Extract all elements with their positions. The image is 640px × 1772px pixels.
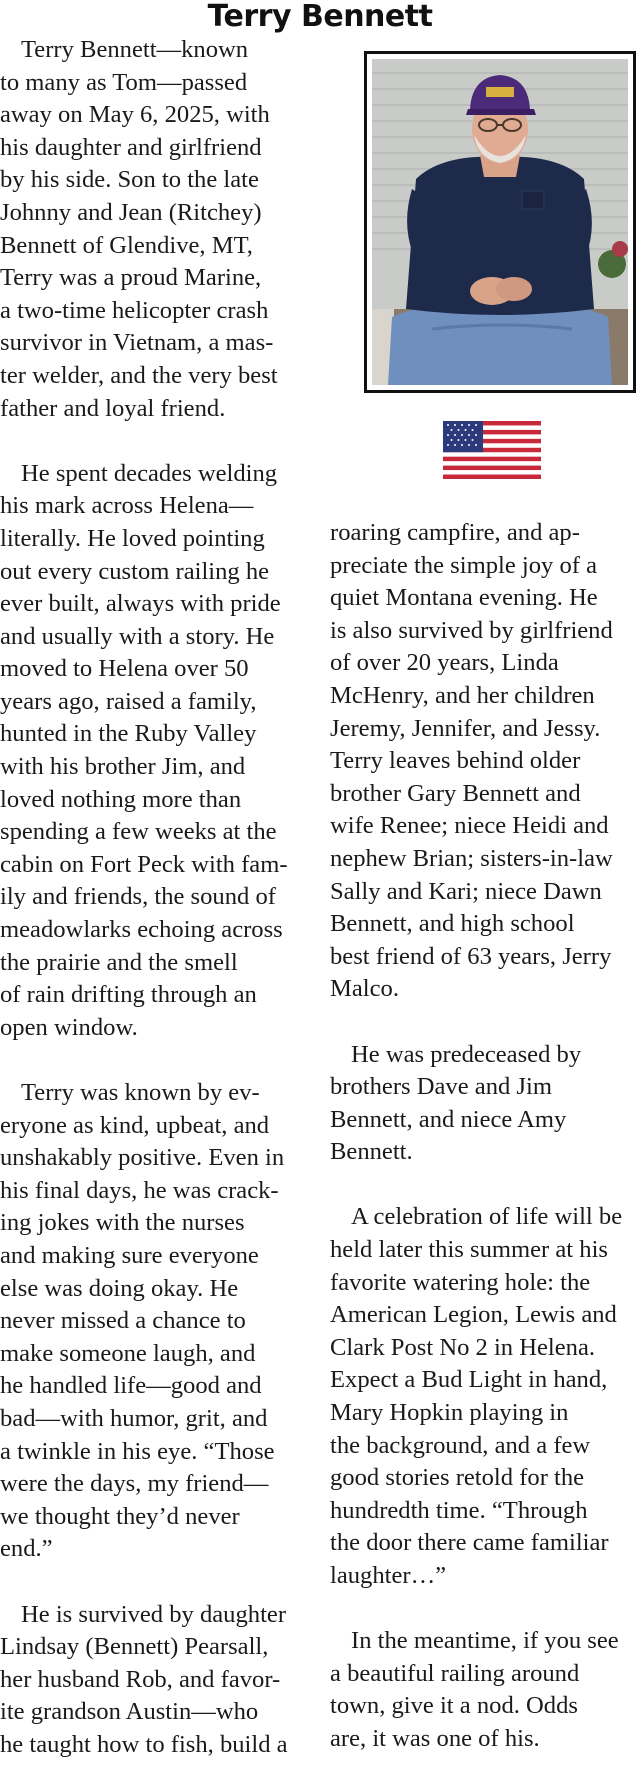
text-line: never missed a chance to (0, 1307, 246, 1335)
text-line: A celebration of life will be (351, 1203, 623, 1231)
text-line: cabin on Fort Peck with fam- (0, 850, 288, 878)
text-line: loved nothing more than (0, 785, 242, 813)
text-line: wife Renee; niece Heidi and (330, 812, 609, 840)
text-line: to many as Tom—passed (0, 68, 248, 96)
text-line: were the days, my friend— (0, 1470, 269, 1498)
text-line: good stories retold for the (330, 1464, 585, 1492)
right-text-column (330, 517, 640, 1756)
us-flag-icon (443, 421, 541, 479)
text-line: by his side. Son to the late (0, 166, 259, 194)
paragraph-gap (0, 1044, 312, 1077)
text-line: ite grandson Austin—who (0, 1698, 259, 1726)
text-line: brother Gary Bennett and (330, 779, 581, 807)
text-line: Bennett of Glendive, MT, (0, 231, 253, 259)
text-line: ever built, always with pride (0, 590, 281, 618)
text-line: Terry Bennett—known (21, 36, 249, 63)
text-line: McHenry, and her children (330, 681, 595, 709)
left-text-column (0, 34, 312, 1761)
text-line: American Legion, Lewis and (330, 1301, 617, 1329)
text-line: He spent decades welding (21, 459, 278, 487)
text-line: ter welder, and the very best (0, 361, 278, 389)
text-line: Sally and Kari; niece Dawn (330, 877, 602, 905)
text-line: town, give it a nod. Odds (330, 1692, 578, 1720)
text-line: her husband Rob, and favor- (0, 1665, 281, 1693)
text-line: laughter…” (330, 1562, 447, 1589)
text-line: the prairie and the smell (0, 948, 238, 976)
text-line: he taught how to fish, build a (0, 1730, 288, 1758)
text-line: and making sure everyone (0, 1241, 259, 1269)
paragraph-gap (0, 1566, 312, 1599)
text-line: hunted in the Ruby Valley (0, 720, 257, 748)
text-line: moved to Helena over 50 (0, 655, 249, 683)
text-line: eryone as kind, upbeat, and (0, 1111, 270, 1139)
text-line: survivor in Vietnam, a mas- (0, 329, 274, 357)
text-line: and usually with a story. He (0, 622, 275, 650)
text-line: end.” (0, 1535, 53, 1563)
text-line: meadowlarks echoing across (0, 916, 283, 944)
text-line: ing jokes with the nurses (0, 1209, 245, 1237)
obituary-title: Terry Bennett (207, 0, 433, 34)
text-line: is also survived by girlfriend (330, 616, 613, 644)
text-line: In the meantime, if you see (351, 1627, 619, 1655)
text-line: his daughter and girlfriend (0, 133, 262, 161)
text-line: he handled life—good and (0, 1372, 262, 1400)
text-line: are, it was one of his. (330, 1724, 540, 1752)
text-line: Bennett. (330, 1138, 413, 1166)
text-line: Mary Hopkin playing in (330, 1399, 569, 1427)
text-line: held later this summer at his (330, 1236, 608, 1264)
text-line: hundredth time. “Through (330, 1496, 588, 1524)
text-line: Expect a Bud Light in hand, (330, 1366, 608, 1394)
paragraph-gap (0, 425, 312, 458)
text-line: Terry was a proud Marine, (0, 264, 262, 292)
text-line: a twinkle in his eye. “Those (0, 1437, 275, 1465)
text-line: make someone laugh, and (0, 1339, 256, 1367)
text-line: He was predeceased by (351, 1040, 582, 1068)
portrait-photo (372, 59, 628, 385)
text-line: a beautiful railing around (330, 1659, 580, 1687)
text-line: we thought they’d never (0, 1502, 240, 1530)
text-line: spending a few weeks at the (0, 818, 277, 846)
text-line: preciate the simple joy of a (330, 551, 598, 579)
text-line: roaring campfire, and ap- (330, 519, 580, 546)
text-line: of rain drifting through an (0, 981, 257, 1009)
text-line: Johnny and Jean (Ritchey) (0, 198, 262, 226)
text-line: Bennett, and high school (330, 910, 575, 938)
text-line: favorite watering hole: the (330, 1268, 591, 1296)
text-line: Jeremy, Jennifer, and Jessy. (330, 714, 601, 742)
text-line: Terry was known by ev- (21, 1079, 260, 1106)
text-line: Bennett, and niece Amy (330, 1105, 567, 1133)
text-line: He is survived by daughter (21, 1600, 287, 1628)
text-line: quiet Montana evening. He (330, 584, 598, 612)
text-line: literally. He loved pointing (0, 524, 265, 552)
text-line: unshakably positive. Even in (0, 1144, 285, 1172)
text-line: of over 20 years, Linda (330, 649, 559, 677)
text-line: Terry leaves behind older (330, 747, 581, 775)
text-line: open window. (0, 1013, 138, 1041)
text-line: Malco. (330, 975, 399, 1003)
text-line: his mark across Helena— (0, 492, 254, 520)
text-line: father and loyal friend. (0, 394, 226, 422)
text-line: the background, and a few (330, 1431, 591, 1459)
text-line: brothers Dave and Jim (330, 1073, 552, 1101)
text-line: years ago, raised a family, (0, 687, 257, 715)
text-line: away on May 6, 2025, with (0, 101, 270, 129)
text-line: bad—with humor, grit, and (0, 1404, 268, 1432)
paragraph-gap (330, 1169, 640, 1202)
text-line: Lindsay (Bennett) Pearsall, (0, 1633, 269, 1661)
text-line: best friend of 63 years, Jerry (330, 942, 612, 970)
text-line: nephew Brian; sisters-in-law (330, 844, 613, 872)
paragraph-gap (330, 1593, 640, 1626)
text-line: else was doing okay. He (0, 1274, 239, 1302)
portrait-frame (364, 51, 636, 393)
text-line: out every custom railing he (0, 557, 270, 585)
text-line: the door there came familiar (330, 1529, 609, 1557)
text-line: Clark Post No 2 in Helena. (330, 1333, 596, 1361)
text-line: his final days, he was crack- (0, 1176, 279, 1204)
text-line: with his brother Jim, and (0, 753, 246, 781)
text-line: a two-time helicopter crash (0, 296, 269, 324)
paragraph-gap (330, 1006, 640, 1039)
text-line: ily and friends, the sound of (0, 883, 276, 911)
